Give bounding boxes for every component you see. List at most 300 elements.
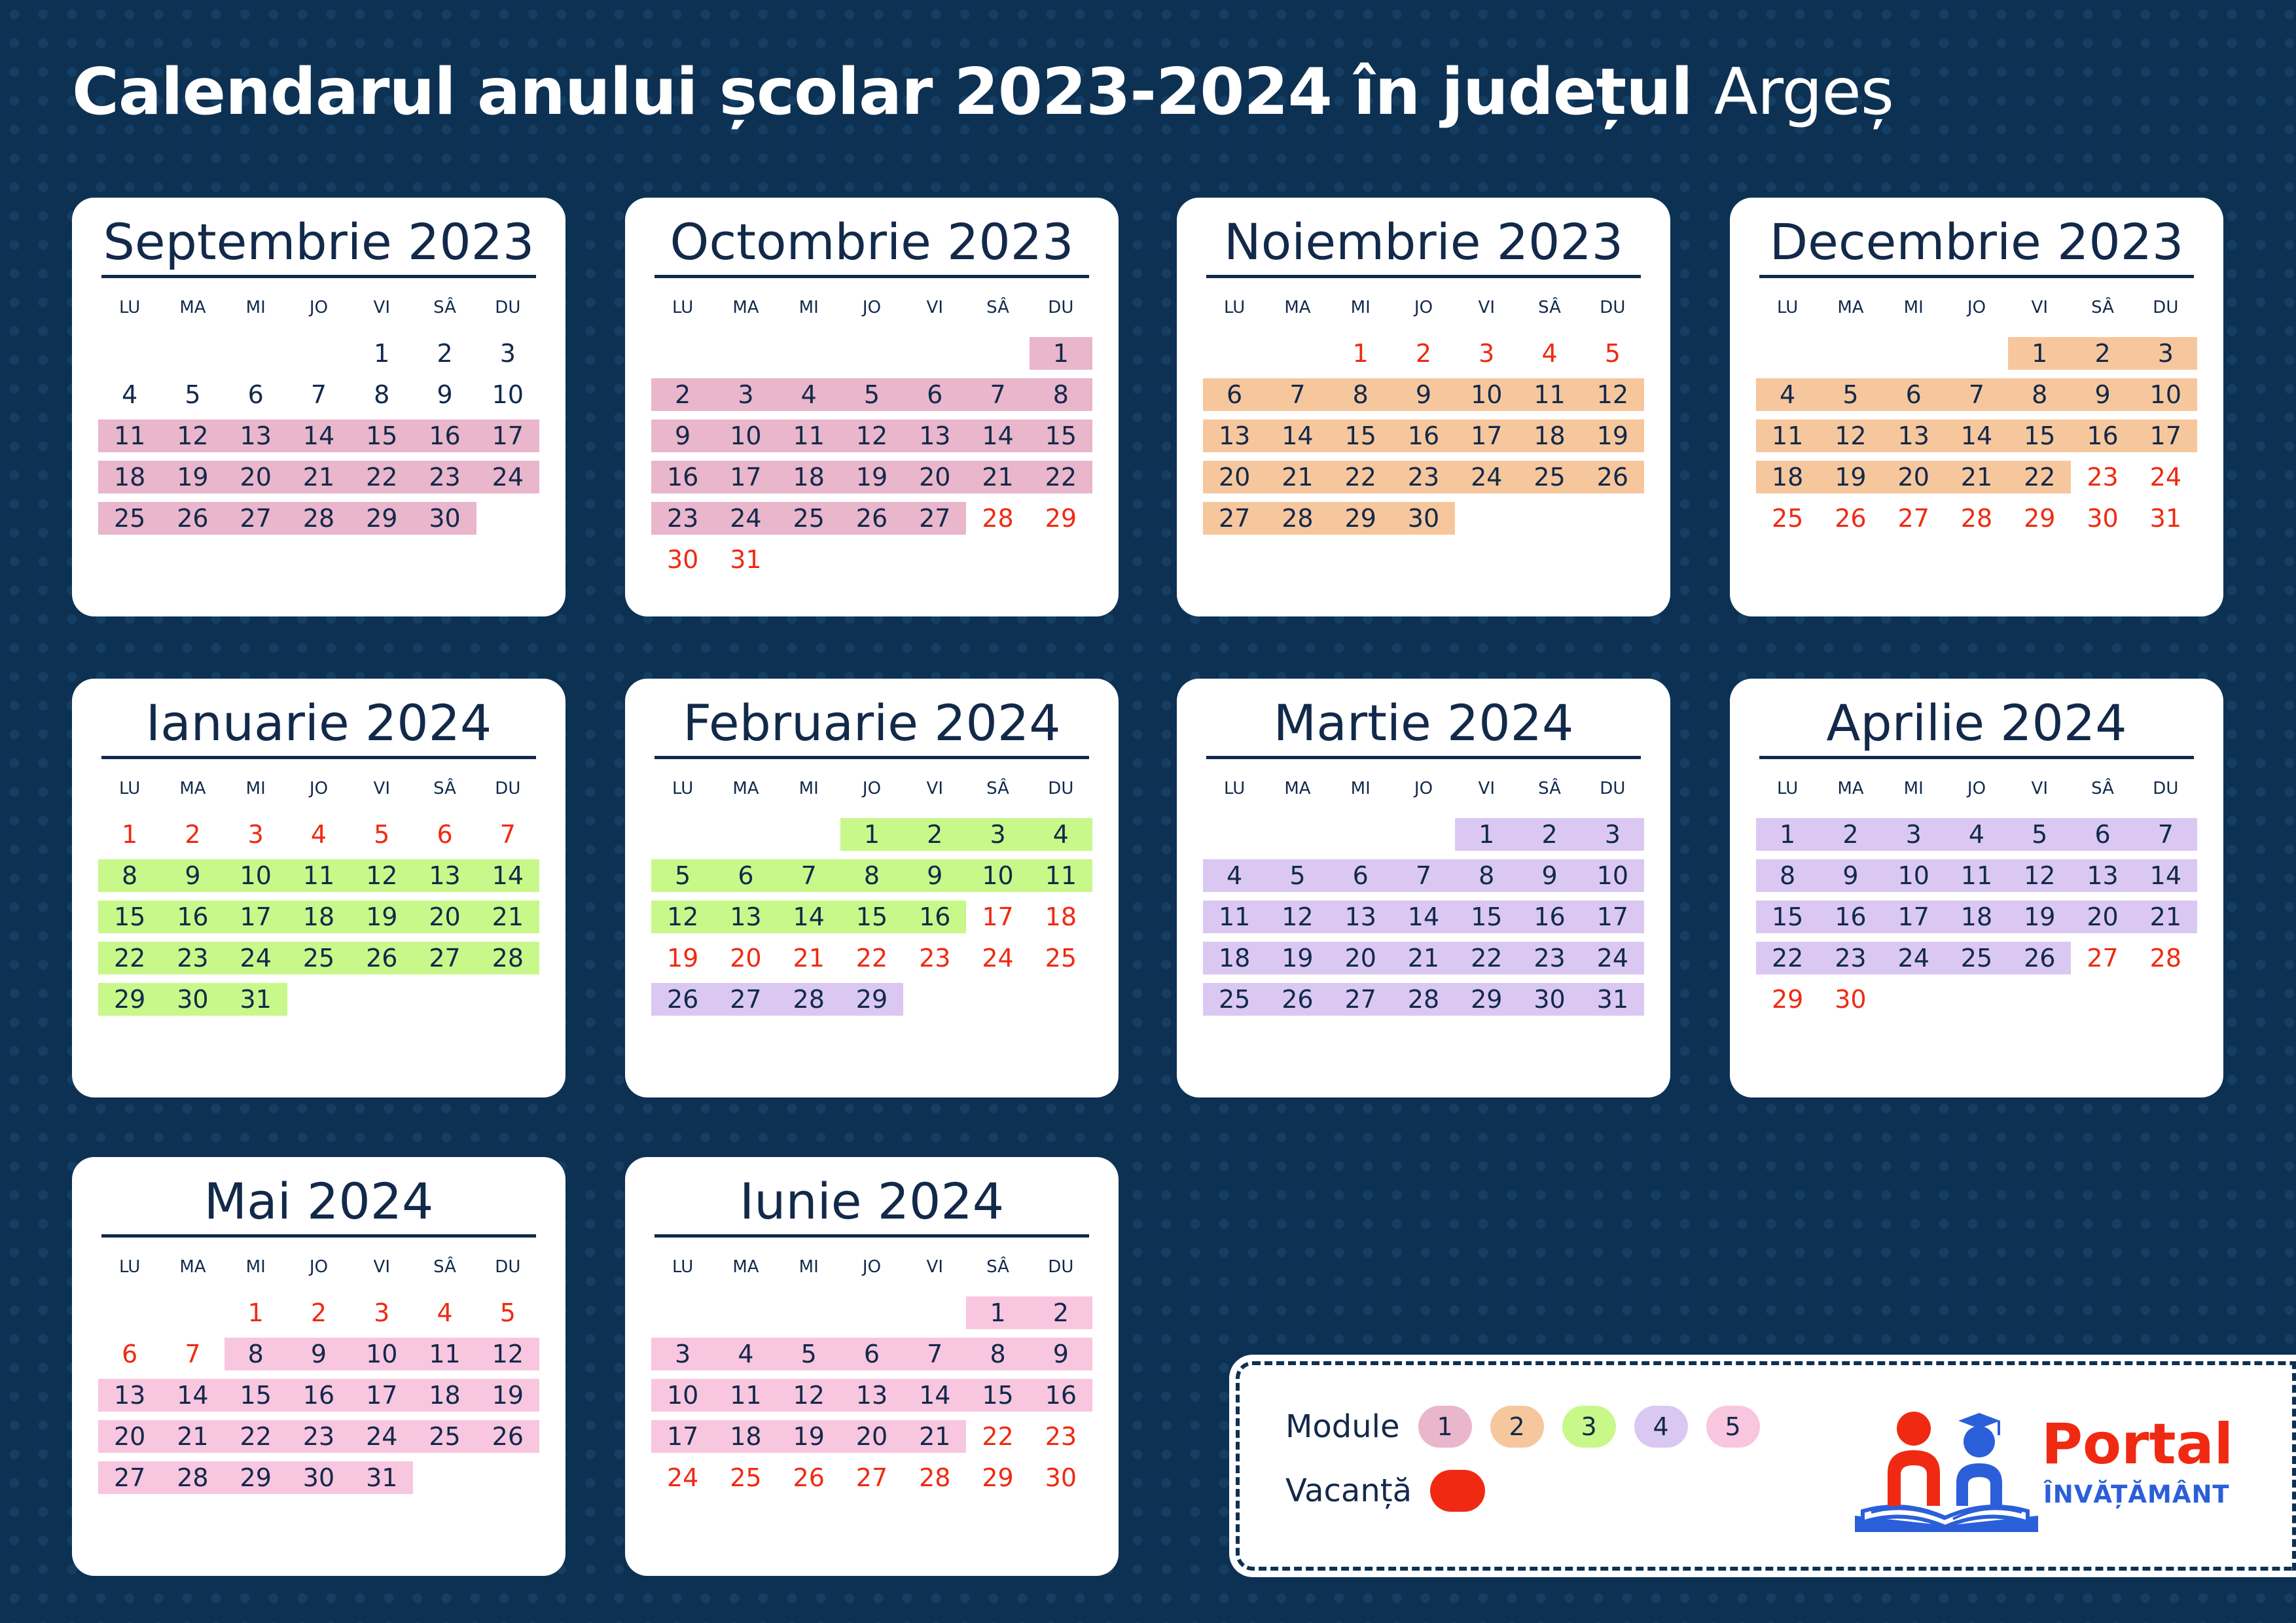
day-cell: 8	[1329, 378, 1392, 411]
day-cell: 23	[413, 461, 476, 493]
week-row	[651, 901, 1092, 942]
day-cell: 19	[476, 1379, 539, 1412]
day-cell: 19	[161, 461, 224, 493]
month-title	[651, 1174, 1092, 1229]
day-cell: 28	[476, 942, 539, 974]
empty-day-cell	[903, 1296, 966, 1329]
day-cell: 27	[98, 1461, 161, 1494]
month-title	[651, 696, 1092, 751]
week-row	[651, 1379, 1092, 1420]
day-cell: 15	[224, 1379, 287, 1412]
empty-day-cell	[903, 983, 966, 1016]
day-cell: 6	[903, 378, 966, 411]
weekday-label: DU	[495, 297, 521, 317]
day-cell: 7	[966, 378, 1029, 411]
weekday-label: MI	[1350, 297, 1371, 317]
day-cell: 11	[413, 1338, 476, 1370]
weekday-label: VI	[926, 1257, 943, 1277]
week-row	[1203, 818, 1644, 859]
weekday-label: MI	[1350, 778, 1371, 798]
day-cell: 26	[793, 1463, 825, 1492]
day-cell: 6	[247, 380, 264, 409]
day-cell: 26	[350, 942, 413, 974]
day-cell: 25	[1045, 943, 1077, 972]
week-row	[651, 502, 1092, 543]
day-cell: 10	[1581, 859, 1644, 892]
day-cell: 8	[2008, 378, 2071, 411]
weekday-header	[98, 1257, 539, 1277]
day-cell: 26	[1266, 983, 1329, 1016]
day-cell: 30	[1045, 1463, 1077, 1492]
day-cell: 18	[1945, 901, 2008, 933]
month-card-noiembrie	[1177, 198, 1670, 616]
month-card-martie	[1177, 679, 1670, 1097]
empty-day-cell	[1203, 337, 1266, 370]
week-row	[98, 1461, 539, 1503]
day-grid	[98, 818, 539, 1024]
day-cell: 4	[1541, 338, 1558, 368]
month-title-divider	[101, 756, 536, 759]
day-cell: 17	[2134, 419, 2197, 452]
weekday-label: MA	[732, 778, 759, 798]
day-cell: 4	[714, 1338, 777, 1370]
day-cell: 21	[287, 461, 350, 493]
day-cell: 21	[161, 1420, 224, 1453]
empty-day-cell	[2008, 983, 2071, 1016]
day-cell: 11	[778, 419, 840, 452]
empty-day-cell	[413, 983, 476, 1016]
day-cell: 24	[476, 461, 539, 493]
week-row	[1756, 859, 2197, 901]
day-cell: 1	[2008, 337, 2071, 370]
day-cell: 20	[730, 943, 762, 972]
month-name: Mai	[204, 1172, 291, 1230]
day-cell: 1	[122, 819, 138, 849]
day-cell: 6	[122, 1339, 138, 1368]
empty-day-cell	[476, 983, 539, 1016]
day-cell: 23	[1819, 942, 1882, 974]
day-cell: 28	[778, 983, 840, 1016]
day-cell: 4	[122, 380, 138, 409]
day-cell: 18	[714, 1420, 777, 1453]
day-cell: 29	[98, 983, 161, 1016]
month-year: 2024	[365, 694, 492, 752]
day-cell: 4	[1945, 818, 2008, 851]
month-name: Octombrie	[670, 213, 931, 271]
day-cell: 18	[1518, 419, 1581, 452]
weekday-header	[651, 298, 1092, 317]
day-cell: 28	[161, 1461, 224, 1494]
day-cell: 22	[2008, 461, 2071, 493]
day-cell: 13	[224, 419, 287, 452]
weekday-label: DU	[1048, 1257, 1074, 1277]
weekday-label: JO	[309, 297, 329, 317]
day-cell: 5	[2008, 818, 2071, 851]
week-row	[1203, 502, 1644, 543]
legend-module-1-chip: 1	[1418, 1406, 1472, 1448]
day-cell: 13	[903, 419, 966, 452]
weekday-label: JO	[862, 1257, 882, 1277]
week-row	[651, 1420, 1092, 1461]
weekday-label: MI	[1903, 297, 1924, 317]
week-row	[651, 337, 1092, 378]
empty-day-cell	[778, 818, 840, 851]
day-cell: 17	[982, 902, 1014, 931]
day-cell: 13	[1329, 901, 1392, 933]
day-cell: 25	[1203, 983, 1266, 1016]
empty-day-cell	[1882, 337, 1945, 370]
day-cell: 1	[374, 338, 390, 368]
day-cell: 12	[350, 859, 413, 892]
day-cell: 23	[1045, 1421, 1077, 1451]
weekday-label: MA	[179, 778, 206, 798]
weekday-label: JO	[862, 297, 882, 317]
month-card-iunie	[625, 1157, 1119, 1576]
month-title	[98, 696, 539, 751]
day-cell: 1	[1030, 337, 1092, 370]
month-title-divider	[1759, 275, 2194, 278]
logo-text: Portal	[2041, 1412, 2234, 1477]
weekday-label: MI	[798, 778, 819, 798]
weekday-header	[651, 1257, 1092, 1277]
week-row	[651, 1338, 1092, 1379]
day-cell: 31	[730, 544, 762, 574]
legend-module-4-chip: 4	[1634, 1406, 1688, 1448]
day-cell: 31	[224, 983, 287, 1016]
weekday-header	[651, 779, 1092, 798]
day-cell: 22	[224, 1420, 287, 1453]
weekday-label: DU	[495, 778, 521, 798]
day-cell: 9	[437, 380, 453, 409]
week-row	[98, 942, 539, 983]
page-title	[72, 55, 1893, 130]
weekday-label: VI	[2031, 297, 2048, 317]
day-cell: 27	[1897, 503, 1929, 533]
day-cell: 10	[651, 1379, 714, 1412]
legend-modules-row	[1285, 1406, 1778, 1448]
day-cell: 10	[966, 859, 1029, 892]
weekday-header	[1203, 298, 1644, 317]
day-cell: 21	[1266, 461, 1329, 493]
day-cell: 14	[966, 419, 1029, 452]
empty-day-cell	[714, 818, 777, 851]
weekday-label: SÂ	[986, 297, 1009, 317]
day-cell: 7	[499, 819, 516, 849]
month-year: 2023	[947, 213, 1074, 271]
empty-day-cell	[1819, 337, 1882, 370]
day-cell: 8	[1455, 859, 1518, 892]
day-cell: 5	[651, 859, 714, 892]
day-cell: 23	[1392, 461, 1455, 493]
day-cell: 24	[982, 943, 1014, 972]
day-cell: 13	[98, 1379, 161, 1412]
day-cell: 10	[2134, 378, 2197, 411]
week-row	[1203, 461, 1644, 502]
empty-day-cell	[1392, 818, 1455, 851]
empty-day-cell	[651, 1296, 714, 1329]
day-cell: 29	[1045, 503, 1077, 533]
day-cell: 24	[666, 1463, 699, 1492]
day-cell: 11	[1518, 378, 1581, 411]
day-cell: 24	[224, 942, 287, 974]
weekday-label: DU	[1048, 778, 1074, 798]
empty-day-cell	[840, 1296, 903, 1329]
day-cell: 19	[1266, 942, 1329, 974]
empty-day-cell	[161, 1296, 224, 1329]
empty-day-cell	[287, 983, 350, 1016]
weekday-label: LU	[119, 1257, 141, 1277]
day-cell: 19	[350, 901, 413, 933]
day-cell: 8	[1030, 378, 1092, 411]
legend-vacation-row	[1285, 1470, 1485, 1512]
day-cell: 16	[1518, 901, 1581, 933]
day-cell: 15	[966, 1379, 1029, 1412]
weekday-label: DU	[1600, 297, 1626, 317]
weekday-label: SÂ	[433, 1257, 456, 1277]
day-cell: 30	[666, 544, 699, 574]
day-cell: 2	[1819, 818, 1882, 851]
month-name: Februarie	[683, 694, 919, 752]
weekday-label: LU	[1224, 297, 1246, 317]
month-card-septembrie	[72, 198, 565, 616]
legend-module-2-chip: 2	[1490, 1406, 1544, 1448]
empty-day-cell	[1945, 337, 2008, 370]
day-cell: 7	[1392, 859, 1455, 892]
day-cell: 23	[1518, 942, 1581, 974]
empty-day-cell	[778, 337, 840, 370]
day-cell: 18	[778, 461, 840, 493]
day-cell: 28	[919, 1463, 951, 1492]
weekday-label: VI	[926, 778, 943, 798]
day-cell: 8	[966, 1338, 1029, 1370]
day-cell: 2	[437, 338, 453, 368]
week-row	[98, 337, 539, 378]
month-name: Iunie	[739, 1172, 862, 1230]
day-cell: 12	[161, 419, 224, 452]
day-cell: 1	[966, 1296, 1029, 1329]
weekday-label: LU	[1777, 297, 1799, 317]
week-row	[1756, 901, 2197, 942]
day-grid	[651, 337, 1092, 584]
day-cell: 5	[1266, 859, 1329, 892]
day-cell: 30	[287, 1461, 350, 1494]
week-row	[1203, 942, 1644, 983]
day-cell: 29	[2024, 503, 2056, 533]
month-title-divider	[101, 275, 536, 278]
month-name: Decembrie	[1769, 213, 2041, 271]
day-grid	[1756, 818, 2197, 1024]
day-cell: 14	[903, 1379, 966, 1412]
day-cell: 5	[1819, 378, 1882, 411]
day-cell: 2	[903, 818, 966, 851]
day-cell: 10	[492, 380, 524, 409]
day-cell: 17	[651, 1420, 714, 1453]
week-row	[98, 818, 539, 859]
month-title	[1203, 215, 1644, 270]
empty-day-cell	[350, 983, 413, 1016]
month-title	[651, 215, 1092, 270]
week-row	[1756, 502, 2197, 543]
day-cell: 9	[1392, 378, 1455, 411]
day-cell: 20	[2071, 901, 2134, 933]
weekday-label: JO	[309, 1257, 329, 1277]
day-cell: 2	[651, 378, 714, 411]
day-cell: 29	[1329, 502, 1392, 535]
day-cell: 2	[1415, 338, 1432, 368]
day-cell: 9	[2071, 378, 2134, 411]
day-grid	[651, 1296, 1092, 1503]
day-cell: 3	[374, 1298, 390, 1327]
day-cell: 18	[287, 901, 350, 933]
empty-day-cell	[1030, 983, 1092, 1016]
day-cell: 2	[1030, 1296, 1092, 1329]
empty-day-cell	[903, 337, 966, 370]
day-cell: 15	[1455, 901, 1518, 933]
week-row	[98, 983, 539, 1024]
day-cell: 13	[840, 1379, 903, 1412]
week-row	[651, 1296, 1092, 1338]
day-cell: 27	[1203, 502, 1266, 535]
day-cell: 13	[1882, 419, 1945, 452]
day-cell: 21	[476, 901, 539, 933]
week-row	[1756, 378, 2197, 419]
weekday-label: JO	[862, 778, 882, 798]
week-row	[1756, 818, 2197, 859]
day-cell: 15	[1756, 901, 1819, 933]
day-cell: 20	[98, 1420, 161, 1453]
day-cell: 27	[2087, 943, 2119, 972]
weekday-label: MI	[798, 1257, 819, 1277]
day-cell: 13	[2071, 859, 2134, 892]
empty-day-cell	[224, 337, 287, 370]
weekday-label: VI	[373, 1257, 390, 1277]
weekday-label: DU	[495, 1257, 521, 1277]
day-cell: 20	[413, 901, 476, 933]
day-cell: 18	[1203, 942, 1266, 974]
weekday-label: MA	[1284, 297, 1311, 317]
month-name: Septembrie	[103, 213, 392, 271]
day-cell: 19	[1581, 419, 1644, 452]
day-cell: 17	[476, 419, 539, 452]
week-row	[98, 1296, 539, 1338]
weekday-label: SÂ	[2091, 297, 2114, 317]
day-cell: 6	[2071, 818, 2134, 851]
day-cell: 18	[1045, 902, 1077, 931]
day-cell: 8	[374, 380, 390, 409]
day-cell: 9	[1030, 1338, 1092, 1370]
day-grid	[1756, 337, 2197, 543]
day-cell: 20	[224, 461, 287, 493]
day-cell: 12	[1819, 419, 1882, 452]
day-cell: 31	[2149, 503, 2181, 533]
month-year: 2024	[1446, 694, 1574, 752]
weekday-label: SÂ	[1538, 778, 1561, 798]
day-cell: 25	[1771, 503, 1804, 533]
day-cell: 24	[1455, 461, 1518, 493]
day-cell: 24	[2149, 462, 2181, 491]
day-cell: 23	[651, 502, 714, 535]
day-cell: 18	[98, 461, 161, 493]
day-cell: 29	[1771, 984, 1804, 1014]
day-cell: 16	[651, 461, 714, 493]
day-cell: 4	[1203, 859, 1266, 892]
weekday-label: SÂ	[1538, 297, 1561, 317]
day-cell: 17	[350, 1379, 413, 1412]
week-row	[98, 502, 539, 543]
day-cell: 22	[982, 1421, 1014, 1451]
day-cell: 15	[1030, 419, 1092, 452]
week-row	[1203, 419, 1644, 461]
week-row	[1203, 859, 1644, 901]
day-cell: 16	[2071, 419, 2134, 452]
week-row	[651, 461, 1092, 502]
day-cell: 16	[1819, 901, 1882, 933]
day-cell: 26	[161, 502, 224, 535]
day-cell: 14	[2134, 859, 2197, 892]
day-cell: 11	[1945, 859, 2008, 892]
day-cell: 11	[1203, 901, 1266, 933]
week-row	[98, 1420, 539, 1461]
day-cell: 12	[840, 419, 903, 452]
week-row	[1756, 942, 2197, 983]
page-title-county: Argeș	[1713, 55, 1893, 130]
day-cell: 30	[1392, 502, 1455, 535]
weekday-label: JO	[1414, 778, 1433, 798]
weekday-label: LU	[119, 778, 141, 798]
week-row	[651, 983, 1092, 1024]
month-card-decembrie	[1730, 198, 2223, 616]
weekday-label: VI	[1478, 297, 1495, 317]
page-title-main: Calendarul anului școlar 2023-2024 în județul	[72, 55, 1693, 130]
week-row	[98, 461, 539, 502]
day-cell: 29	[840, 983, 903, 1016]
empty-day-cell	[287, 337, 350, 370]
weekday-label: MA	[732, 297, 759, 317]
month-year: 2023	[2056, 213, 2184, 271]
week-row	[98, 901, 539, 942]
day-cell: 20	[1329, 942, 1392, 974]
month-name: Aprilie	[1826, 694, 1984, 752]
day-cell: 16	[1392, 419, 1455, 452]
day-cell: 29	[1455, 983, 1518, 1016]
day-cell: 6	[1882, 378, 1945, 411]
week-row	[1203, 901, 1644, 942]
weekday-label: SÂ	[2091, 778, 2114, 798]
day-cell: 13	[1203, 419, 1266, 452]
empty-day-cell	[1756, 337, 1819, 370]
month-title-divider	[1206, 275, 1641, 278]
weekday-label: LU	[119, 297, 141, 317]
weekday-label: DU	[2153, 778, 2179, 798]
day-cell: 7	[1266, 378, 1329, 411]
day-cell: 14	[1392, 901, 1455, 933]
day-cell: 12	[2008, 859, 2071, 892]
weekday-label: LU	[1224, 778, 1246, 798]
day-cell: 12	[1266, 901, 1329, 933]
day-cell: 14	[476, 859, 539, 892]
day-cell: 4	[778, 378, 840, 411]
day-cell: 10	[1882, 859, 1945, 892]
day-cell: 30	[1518, 983, 1581, 1016]
day-cell: 23	[919, 943, 951, 972]
day-cell: 17	[1882, 901, 1945, 933]
day-cell: 29	[224, 1461, 287, 1494]
weekday-label: MI	[245, 1257, 266, 1277]
day-cell: 3	[1479, 338, 1495, 368]
legend	[1236, 1361, 2296, 1571]
day-cell: 26	[1835, 503, 1867, 533]
empty-day-cell	[476, 1461, 539, 1494]
